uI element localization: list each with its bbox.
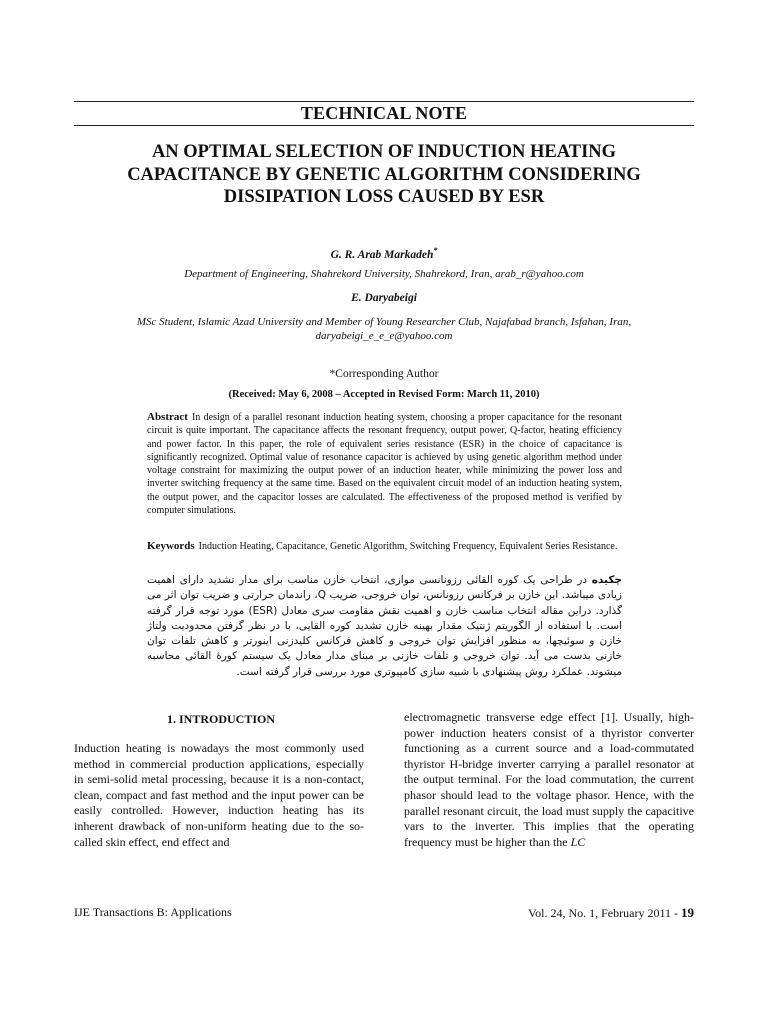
author-2-name: E. Daryabeigi (351, 292, 417, 304)
header-rule-top (74, 101, 694, 102)
paper-title: AN OPTIMAL SELECTION OF INDUCTION HEATING CAPACITANCE BY GENETIC ALGORITHM CONSIDERING DISSIPATION LOSS CAUSED BY ESR (127, 142, 641, 207)
keywords-text: Induction Heating, Capacitance, Genetic Algorithm, Switching Frequency, Equivalent Series Resistance. (198, 541, 618, 552)
abstract-label: Abstract (147, 411, 188, 423)
persian-abstract-label: چکیده (591, 574, 623, 586)
keywords-label: Keywords (147, 540, 195, 552)
intro-column-left: Induction heating is nowadays the most commonly used method in commercial production applications, especially in semi-solid metal processing, because it is a non-contact, clean, compact and fast method and the input power can be easily controlled. However, induction heating has its inherent drawback of non-uniform heating due to the so-called skin effect, end effect and (74, 741, 364, 849)
abstract-text: In design of a parallel resonant induction heating system, choosing a proper capacitance for the resonant circuit is quite important. The capacitance affects the resonant frequency, output power, Q-factor, heating efficiency and power factor. In this paper, the role of equivalent series resistance (ESR) in the choice of capacitance is significantly recognized. Optimal value of resonance capacitor is achieved by using genetic algorithm method under voltage constraint for maximizing the output power of an induction heater, while minimizing the power loss and inverter switching frequency at the same time. Based on the equivalent circuit model of an induction heating system, the output power, and the capacitor losses are calculated. The effectiveness of the proposed method is verified by computer simulations. (147, 412, 622, 517)
received-dates: (Received: May 6, 2008 – Accepted in Revised Form: March 11, 2010) (228, 389, 540, 400)
section-heading: 1. INTRODUCTION (166, 712, 275, 726)
section-type-label: TECHNICAL NOTE (300, 103, 468, 123)
persian-abstract-text: در طراحی یک کوره القائی رزونانسی موازی، انتخاب خازن مناسب برای مدار تشدید دارای اهمیت زیادی میباشد. این خازن بر فرکانس رزونانس، توان خروجی، ضریب Q، راندمان حرارتی و ضریب توان اثر می گذارد. دراین مقاله انتخاب مناسب خازن و اهمیت نقش مقاومت سری معادل (ESR) مورد توجه قرار گرفته است. با استفاده از الگوریتم ژنتیک مقدار بهینه خازن تشدید کوره القایی، با در نظر گرفتن محدودیت ولتاژ خازن و سوئیچها، به منظور افزایش توان خروجی و کاهش فرکانس کلیدزنی اینورتر و کاهش تلفات توان خازنی بدست می آید. توان خروجی و تلفات خازنی بر مبنای مدار معادل یک سیستم کورهٔ القائی محاسبه میشوند. عملکرد روش پیشنهادی با شبیه سازی کامپیوتری مورد بررسی قرار گرفته است. (147, 574, 623, 678)
corresponding-mark: * (433, 246, 438, 255)
header-rule-bottom (74, 125, 694, 126)
intro-column-right-text: electromagnetic transverse edge effect [1]. Usually, high-power induction heaters consist of a thyristor converter functioning as a current source and a load-commutated thyristor H-bridge inverter carrying a parallel resonator at the output terminal. For the load commutation, the current phasor should lead to the voltage phasor. Hence, with the parallel resonant circuit, the load must supply the capacitive vars to the inverter. This implies that the operating frequency must be higher than the (404, 710, 694, 849)
keywords (147, 540, 622, 554)
abstract (147, 411, 622, 517)
corresponding-author-note: *Corresponding Author (329, 368, 439, 380)
persian-abstract (147, 573, 622, 680)
author-2-affiliation: MSc Student, Islamic Azad University and Member of Young Researcher Club, Najafabad branch, Isfahan, Iran, daryabeigi_e_e_e@yahoo.com (136, 316, 632, 342)
lc-symbol: LC (570, 834, 586, 849)
author-1-affiliation: Department of Engineering, Shahrekord University, Shahrekord, Iran, arab_r@yahoo.com (184, 268, 584, 280)
author-1-name: G. R. Arab Markadeh* (330, 246, 438, 261)
footer-volume: Vol. 24, No. 1, February 2011 - 19 (528, 905, 694, 920)
intro-column-right (404, 710, 694, 850)
page-number: 19 (681, 905, 694, 920)
footer-journal: IJE Transactions B: Applications (74, 905, 232, 919)
